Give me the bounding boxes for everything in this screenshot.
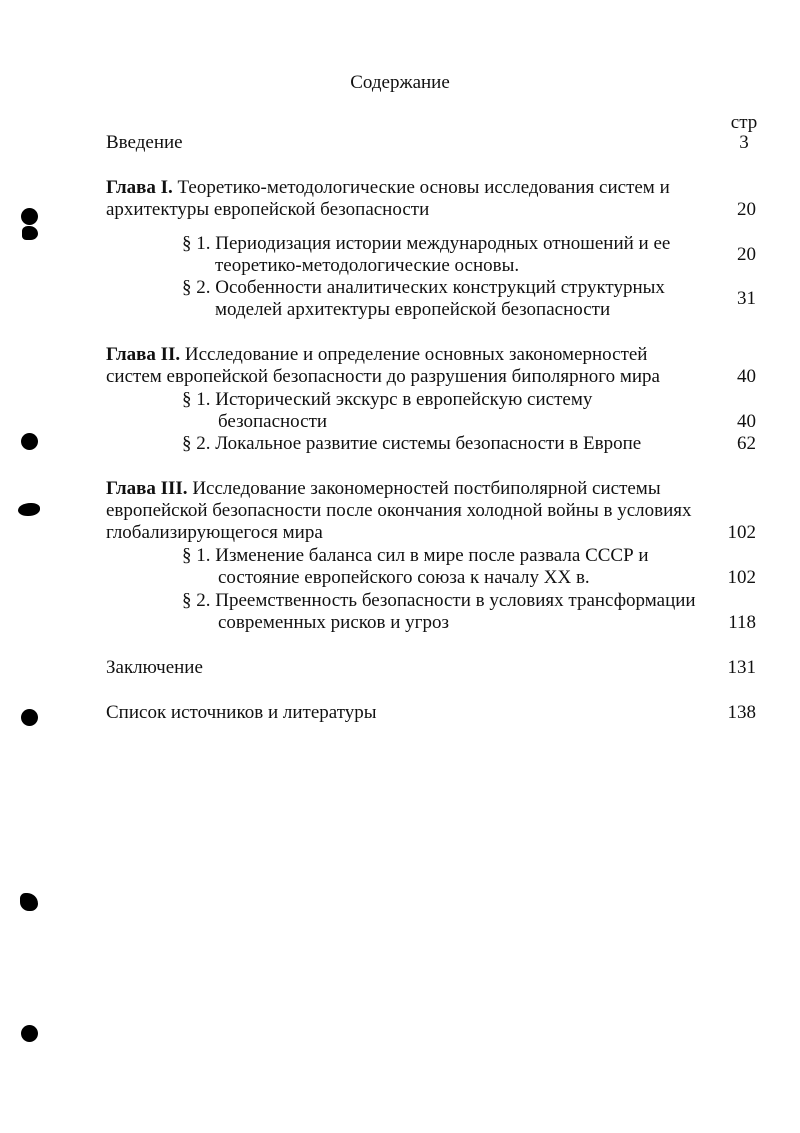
punch-hole-mark [22, 226, 38, 240]
section-3-2-line2: современных рисков и угроз [218, 612, 449, 633]
chapter-2-title-cont: систем европейской безопасности до разрушения биполярного мира [106, 366, 660, 387]
toc-bibliography-page: 138 [727, 702, 756, 723]
page-column-label: стр [730, 112, 758, 133]
chapter-2-prefix: Глава II. [106, 344, 181, 365]
section-2-2-page: 62 [737, 433, 756, 454]
toc-conclusion-label: Заключение [106, 657, 203, 678]
punch-hole-mark [20, 893, 38, 911]
section-1-1-line1: § 1. Периодизация истории международных отношений и ее [182, 233, 671, 254]
chapter-1-title [106, 177, 670, 199]
punch-hole-mark [21, 1025, 38, 1042]
toc-heading: Содержание [350, 72, 450, 93]
chapter-1-title-cont: архитектуры европейской безопасности [106, 199, 430, 220]
section-2-1-line1: § 1. Исторический экскурс в европейскую систему [182, 389, 593, 410]
section-3-2-line1: § 2. Преемственность безопасности в условиях трансформации [182, 590, 696, 611]
chapter-3-line1: Исследование закономерностей постбиполярной системы [192, 478, 661, 499]
chapter-1-prefix: Глава I. [106, 177, 173, 198]
section-1-1-line2: теоретико-методологические основы. [215, 255, 520, 276]
toc-intro-label: Введение [106, 132, 183, 153]
chapter-3-title [106, 478, 661, 500]
punch-hole-mark [21, 433, 38, 450]
section-3-1-line2: состояние европейского союза к началу XX в. [218, 567, 590, 588]
section-1-2-line1: § 2. Особенности аналитических конструкций структурных [182, 277, 665, 298]
section-2-1-page: 40 [737, 411, 756, 432]
toc-conclusion-page: 131 [727, 657, 756, 678]
section-1-1-page: 20 [737, 244, 756, 265]
toc-intro-page: 3 [739, 132, 749, 153]
chapter-2-title [106, 344, 647, 366]
section-1-2-line2: моделей архитектуры европейской безопасности [215, 299, 611, 320]
chapter-3-title-cont2: глобализирующегося мира [106, 522, 323, 543]
chapter-3-page: 102 [727, 522, 756, 543]
toc-bibliography-label: Список источников и литературы [106, 702, 377, 723]
section-1-2-page: 31 [737, 288, 756, 309]
chapter-3-title-cont: европейской безопасности после окончания холодной войны в условиях [106, 500, 692, 521]
chapter-2-page: 40 [737, 366, 756, 387]
section-2-1-line2: безопасности [218, 411, 328, 432]
punch-hole-mark [18, 503, 40, 516]
chapter-3-prefix: Глава III. [106, 478, 188, 499]
punch-hole-mark [21, 709, 38, 726]
section-3-2-page: 118 [728, 612, 756, 633]
chapter-1-page: 20 [737, 199, 756, 220]
section-3-1-line1: § 1. Изменение баланса сил в мире после развала СССР и [182, 545, 649, 566]
punch-hole-mark [21, 208, 38, 225]
section-2-2-line1: § 2. Локальное развитие системы безопасности в Европе [182, 433, 642, 454]
chapter-1-line1: Теоретико-методологические основы исследования систем и [177, 177, 670, 198]
section-3-1-page: 102 [727, 567, 756, 588]
chapter-2-line1: Исследование и определение основных закономерностей [184, 344, 648, 365]
